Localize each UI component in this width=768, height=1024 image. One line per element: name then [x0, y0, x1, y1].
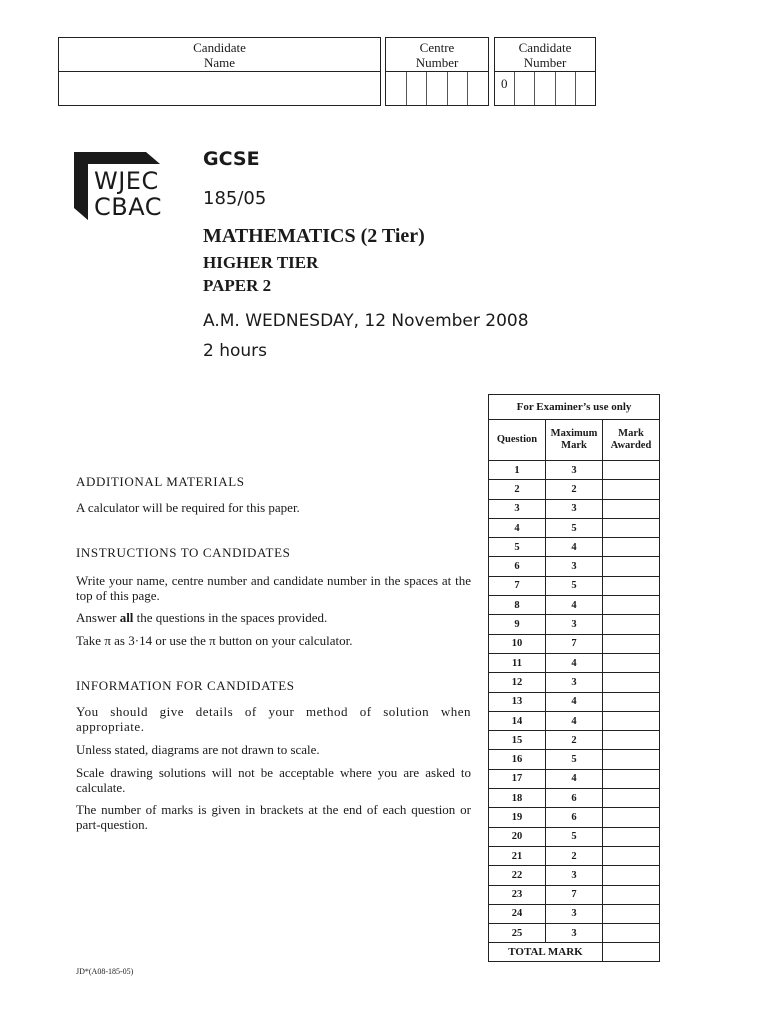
maximum-mark: 7	[546, 634, 603, 653]
question-number: 23	[489, 885, 546, 904]
centre-number-label-line1: Centre	[419, 40, 455, 55]
question-number: 7	[489, 576, 546, 595]
subject-title: MATHEMATICS (2 Tier)	[203, 225, 425, 247]
question-number: 15	[489, 731, 546, 750]
question-number: 25	[489, 924, 546, 943]
pi-symbol: π	[104, 633, 111, 648]
table-row	[489, 596, 660, 615]
instructions-p3-b: as 3·14 or use the	[110, 633, 210, 648]
mark-awarded-field[interactable]	[603, 461, 660, 480]
logo-text-cbac: CBAC	[94, 193, 162, 221]
maximum-mark: 4	[546, 769, 603, 788]
maximum-mark: 4	[546, 692, 603, 711]
mark-awarded-field[interactable]	[603, 480, 660, 499]
logo-text-wjec: WJEC	[94, 167, 159, 195]
candidate-number-cell[interactable]	[576, 72, 595, 105]
maximum-mark: 6	[546, 789, 603, 808]
mark-awarded-field[interactable]	[603, 731, 660, 750]
maximum-mark: 5	[546, 750, 603, 769]
exam-date: A.M. WEDNESDAY, 12 November 2008	[203, 311, 529, 331]
question-number: 20	[489, 827, 546, 846]
examiner-table	[488, 394, 660, 962]
examiner-table-title: For Examiner’s use only	[489, 395, 660, 420]
information-paragraph-2: Unless stated, diagrams are not drawn to scale.	[76, 742, 320, 757]
question-number: 12	[489, 673, 546, 692]
instructions-p3-c: button on your calculator.	[215, 633, 353, 648]
table-row	[489, 711, 660, 730]
centre-number-label-line2: Number	[415, 55, 459, 70]
mark-awarded-field[interactable]	[603, 557, 660, 576]
candidate-number-cell-prefix: 0	[495, 72, 515, 105]
maximum-mark: 4	[546, 711, 603, 730]
instructions-p3-a: Take	[76, 633, 105, 648]
mark-awarded-field[interactable]	[603, 827, 660, 846]
candidate-number-label-line2: Number	[523, 55, 567, 70]
question-number: 13	[489, 692, 546, 711]
table-row	[489, 634, 660, 653]
table-row	[489, 499, 660, 518]
maximum-mark: 4	[546, 538, 603, 557]
maximum-mark: 3	[546, 557, 603, 576]
candidate-number-cell[interactable]	[556, 72, 576, 105]
question-number: 9	[489, 615, 546, 634]
maximum-mark: 3	[546, 866, 603, 885]
centre-number-cell[interactable]	[407, 72, 428, 105]
information-heading: INFORMATION FOR CANDIDATES	[76, 678, 295, 693]
question-number: 22	[489, 866, 546, 885]
mark-awarded-field[interactable]	[603, 904, 660, 923]
table-row	[489, 827, 660, 846]
centre-number-cell[interactable]	[427, 72, 448, 105]
table-row	[489, 731, 660, 750]
maximum-mark: 3	[546, 673, 603, 692]
examiner-table-rows	[489, 461, 660, 943]
table-row	[489, 518, 660, 537]
instructions-paragraph-3	[76, 633, 471, 648]
information-paragraph-3: Scale drawing solutions will not be acceptable where you are asked to calculate.	[76, 765, 471, 795]
instructions-paragraph-1: Write your name, centre number and candidate number in the spaces at the top of this page.	[76, 573, 471, 603]
candidate-number-label-line1: Candidate	[518, 40, 572, 55]
maximum-mark: 5	[546, 576, 603, 595]
maximum-mark: 2	[546, 480, 603, 499]
mark-awarded-field[interactable]	[603, 576, 660, 595]
table-row	[489, 866, 660, 885]
mark-awarded-field[interactable]	[603, 924, 660, 943]
question-number: 18	[489, 789, 546, 808]
question-number: 1	[489, 461, 546, 480]
table-row	[489, 692, 660, 711]
tier-title: HIGHER TIER	[203, 253, 319, 272]
mark-awarded-field[interactable]	[603, 518, 660, 537]
maximum-mark: 3	[546, 924, 603, 943]
mark-awarded-field[interactable]	[603, 769, 660, 788]
maximum-mark: 2	[546, 731, 603, 750]
mark-awarded-field[interactable]	[603, 499, 660, 518]
table-row	[489, 789, 660, 808]
mark-awarded-field[interactable]	[603, 789, 660, 808]
question-number: 2	[489, 480, 546, 499]
maximum-mark: 3	[546, 615, 603, 634]
instructions-p2-pre: Answer	[76, 610, 120, 625]
maximum-mark: 4	[546, 596, 603, 615]
candidate-name-box	[58, 37, 381, 106]
mark-awarded-field[interactable]	[603, 711, 660, 730]
maximum-mark: 3	[546, 904, 603, 923]
centre-number-cells	[386, 72, 488, 105]
table-row	[489, 576, 660, 595]
table-row	[489, 808, 660, 827]
candidate-number-cell[interactable]	[515, 72, 535, 105]
question-number: 19	[489, 808, 546, 827]
additional-materials-heading: ADDITIONAL MATERIALS	[76, 474, 245, 489]
candidate-number-box	[494, 37, 596, 106]
table-row	[489, 615, 660, 634]
mark-awarded-field[interactable]	[603, 692, 660, 711]
total-mark-field[interactable]	[603, 943, 660, 962]
instructions-p2-bold: all	[119, 610, 134, 625]
question-number: 24	[489, 904, 546, 923]
mark-awarded-field[interactable]	[603, 673, 660, 692]
total-mark-label: TOTAL MARK	[489, 943, 603, 962]
candidate-name-field[interactable]	[59, 72, 380, 105]
candidate-name-label-line1: Candidate	[193, 40, 246, 55]
candidate-name-label-line2: Name	[203, 55, 236, 70]
column-header-mark-awarded: Mark Awarded	[603, 420, 660, 461]
pi-button-symbol: π	[209, 633, 216, 648]
candidate-number-cell[interactable]	[535, 72, 555, 105]
table-row	[489, 846, 660, 865]
question-number: 11	[489, 653, 546, 672]
centre-number-box	[385, 37, 489, 106]
question-number: 21	[489, 846, 546, 865]
footer-code: JD*(A08-185-05)	[76, 967, 134, 976]
question-number: 6	[489, 557, 546, 576]
mark-awarded-field[interactable]	[603, 538, 660, 557]
column-header-max-mark: Maximum Mark	[546, 420, 603, 461]
candidate-number-label	[495, 38, 595, 72]
mark-awarded-field[interactable]	[603, 634, 660, 653]
information-paragraph-1: You should give details of your method of solution when appropriate.	[76, 704, 471, 734]
maximum-mark: 5	[546, 518, 603, 537]
mark-awarded-field[interactable]	[603, 808, 660, 827]
table-row	[489, 904, 660, 923]
mark-awarded-field[interactable]	[603, 866, 660, 885]
qualification-title: GCSE	[203, 148, 260, 170]
mark-awarded-field[interactable]	[603, 596, 660, 615]
maximum-mark: 6	[546, 808, 603, 827]
instructions-paragraph-2	[76, 610, 471, 625]
maximum-mark: 4	[546, 653, 603, 672]
centre-number-cell[interactable]	[386, 72, 407, 105]
maximum-mark: 3	[546, 461, 603, 480]
table-row	[489, 750, 660, 769]
table-row	[489, 461, 660, 480]
question-number: 8	[489, 596, 546, 615]
mark-awarded-field[interactable]	[603, 750, 660, 769]
table-row	[489, 885, 660, 904]
exam-duration: 2 hours	[203, 341, 268, 361]
mark-awarded-field[interactable]	[603, 846, 660, 865]
table-row	[489, 673, 660, 692]
wjec-logo	[74, 152, 166, 224]
column-header-question: Question	[489, 420, 546, 461]
table-row	[489, 769, 660, 788]
candidate-name-label	[59, 38, 380, 72]
question-number: 5	[489, 538, 546, 557]
table-row	[489, 538, 660, 557]
centre-number-cell[interactable]	[448, 72, 469, 105]
mark-awarded-field[interactable]	[603, 653, 660, 672]
maximum-mark: 7	[546, 885, 603, 904]
instructions-p2-post: the questions in the spaces provided.	[133, 610, 328, 625]
mark-awarded-field[interactable]	[603, 885, 660, 904]
table-row	[489, 924, 660, 943]
table-row	[489, 653, 660, 672]
table-row	[489, 557, 660, 576]
centre-number-label	[386, 38, 488, 72]
candidate-number-cells	[495, 72, 595, 105]
paper-title: PAPER 2	[203, 276, 272, 295]
table-row	[489, 480, 660, 499]
question-number: 4	[489, 518, 546, 537]
information-paragraph-4: The number of marks is given in brackets at the end of each question or part-question.	[76, 802, 471, 832]
additional-materials-text: A calculator will be required for this paper.	[76, 500, 300, 515]
question-number: 14	[489, 711, 546, 730]
question-number: 16	[489, 750, 546, 769]
question-number: 10	[489, 634, 546, 653]
paper-code: 185/05	[203, 188, 267, 209]
mark-awarded-field[interactable]	[603, 615, 660, 634]
maximum-mark: 2	[546, 846, 603, 865]
question-number: 17	[489, 769, 546, 788]
maximum-mark: 5	[546, 827, 603, 846]
instructions-heading: INSTRUCTIONS TO CANDIDATES	[76, 545, 291, 560]
maximum-mark: 3	[546, 499, 603, 518]
centre-number-cell[interactable]	[468, 72, 488, 105]
question-number: 3	[489, 499, 546, 518]
